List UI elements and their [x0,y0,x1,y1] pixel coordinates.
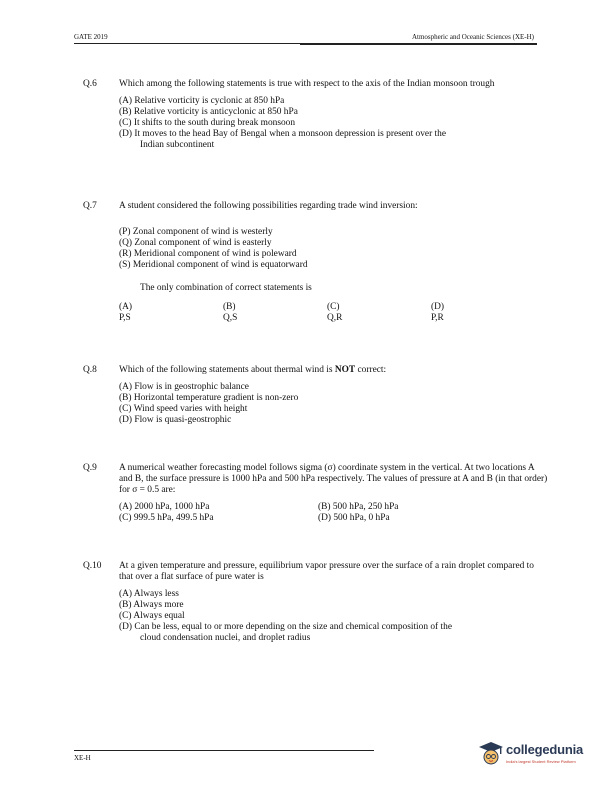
question-number: Q.9 [83,463,97,473]
question-number: Q.10 [83,561,102,571]
option-list [119,589,543,644]
header-divider-accent [300,44,537,45]
question-number: Q.8 [83,365,97,375]
option-a: (A) Flow is in geostrophic balance [119,382,249,392]
emphasis-not: NOT [334,365,356,375]
option-b: (B) 500 hPa, 250 hPa [318,502,399,512]
statement-q: (Q) Zonal component of wind is easterly [119,238,272,248]
question-text: At a given temperature and pressure, equilibrium vapor pressure over the surface of a rain droplet compared to that over a flat surface of pure water is [119,561,534,582]
brand-tagline: India's largest Student Review Platform [506,759,576,764]
question-text: A numerical weather forecasting model follows sigma (σ) coordinate system in the vertical. At two locations A and B, the surface pressure is 1000 hPa and 500 hPa respectively. The values of pressure at A and B (in that order) for σ = 0.5 are: [119,463,548,495]
option-a: (A) Always less [119,589,179,599]
option-b: (B) Q,S [223,302,238,323]
option-row [119,302,543,324]
combination-prompt: The only combination of correct statements is [140,283,312,293]
statement-s: (S) Meridional component of wind is equatorward [119,260,308,270]
option-b: (B) Horizontal temperature gradient is non-zero [119,393,299,403]
option-d: (D) Flow is quasi-geostrophic [119,415,232,425]
brand-name: collegedunia [506,742,584,757]
option-d: (D) It moves to the head Bay of Bengal when a monsoon depression is present over the Indian subcontinent [119,129,447,150]
option-a: (A) P,S [119,302,133,323]
statement-r: (R) Meridional component of wind is poleward [119,249,297,259]
footer-code: XE-H [74,754,91,762]
question-text: Which of the following statements about thermal wind is NOT correct: [119,365,387,375]
statement-p: (P) Zonal component of wind is westerly [119,227,273,237]
option-b: (B) Always more [119,600,184,610]
option-d: (D) 500 hPa, 0 hPa [318,513,390,523]
question-7 [83,201,543,324]
option-a: (A) 2000 hPa, 1000 hPa [119,502,210,512]
question-8 [83,365,543,426]
option-list [119,96,543,151]
question-text: Which among the following statements is true with respect to the axis of the Indian monsoon trough [119,79,495,89]
option-grid [119,502,543,524]
option-d: (D) Can be less, equal to or more depending on the size and chemical composition of the cloud condensation nuclei, and droplet radius [119,622,452,643]
option-b: (B) Relative vorticity is anticyclonic at 850 hPa [119,107,298,117]
footer-divider [74,750,374,751]
option-a: (A) Relative vorticity is cyclonic at 850 hPa [119,96,285,106]
option-c: (C) Q,R [327,302,343,323]
question-number: Q.6 [83,79,97,89]
option-c: (C) It shifts to the south during break monsoon [119,118,296,128]
question-6 [83,79,543,151]
statement-list [119,227,543,271]
option-c: (C) 999.5 hPa, 499.5 hPa [119,513,214,523]
header-exam-title: GATE 2019 [74,33,108,41]
header-paper-title: Atmospheric and Oceanic Sciences (XE-H) [411,33,534,41]
option-d: (D) P,R [431,302,445,323]
collegedunia-logo [478,740,596,770]
option-c: (C) Wind speed varies with height [119,404,248,414]
question-number: Q.7 [83,201,97,211]
question-10 [83,561,543,644]
question-9 [83,463,548,524]
option-c: (C) Always equal [119,611,185,621]
graduate-icon [478,740,504,768]
question-text: A student considered the following possibilities regarding trade wind inversion: [119,201,418,211]
option-list [119,382,543,426]
